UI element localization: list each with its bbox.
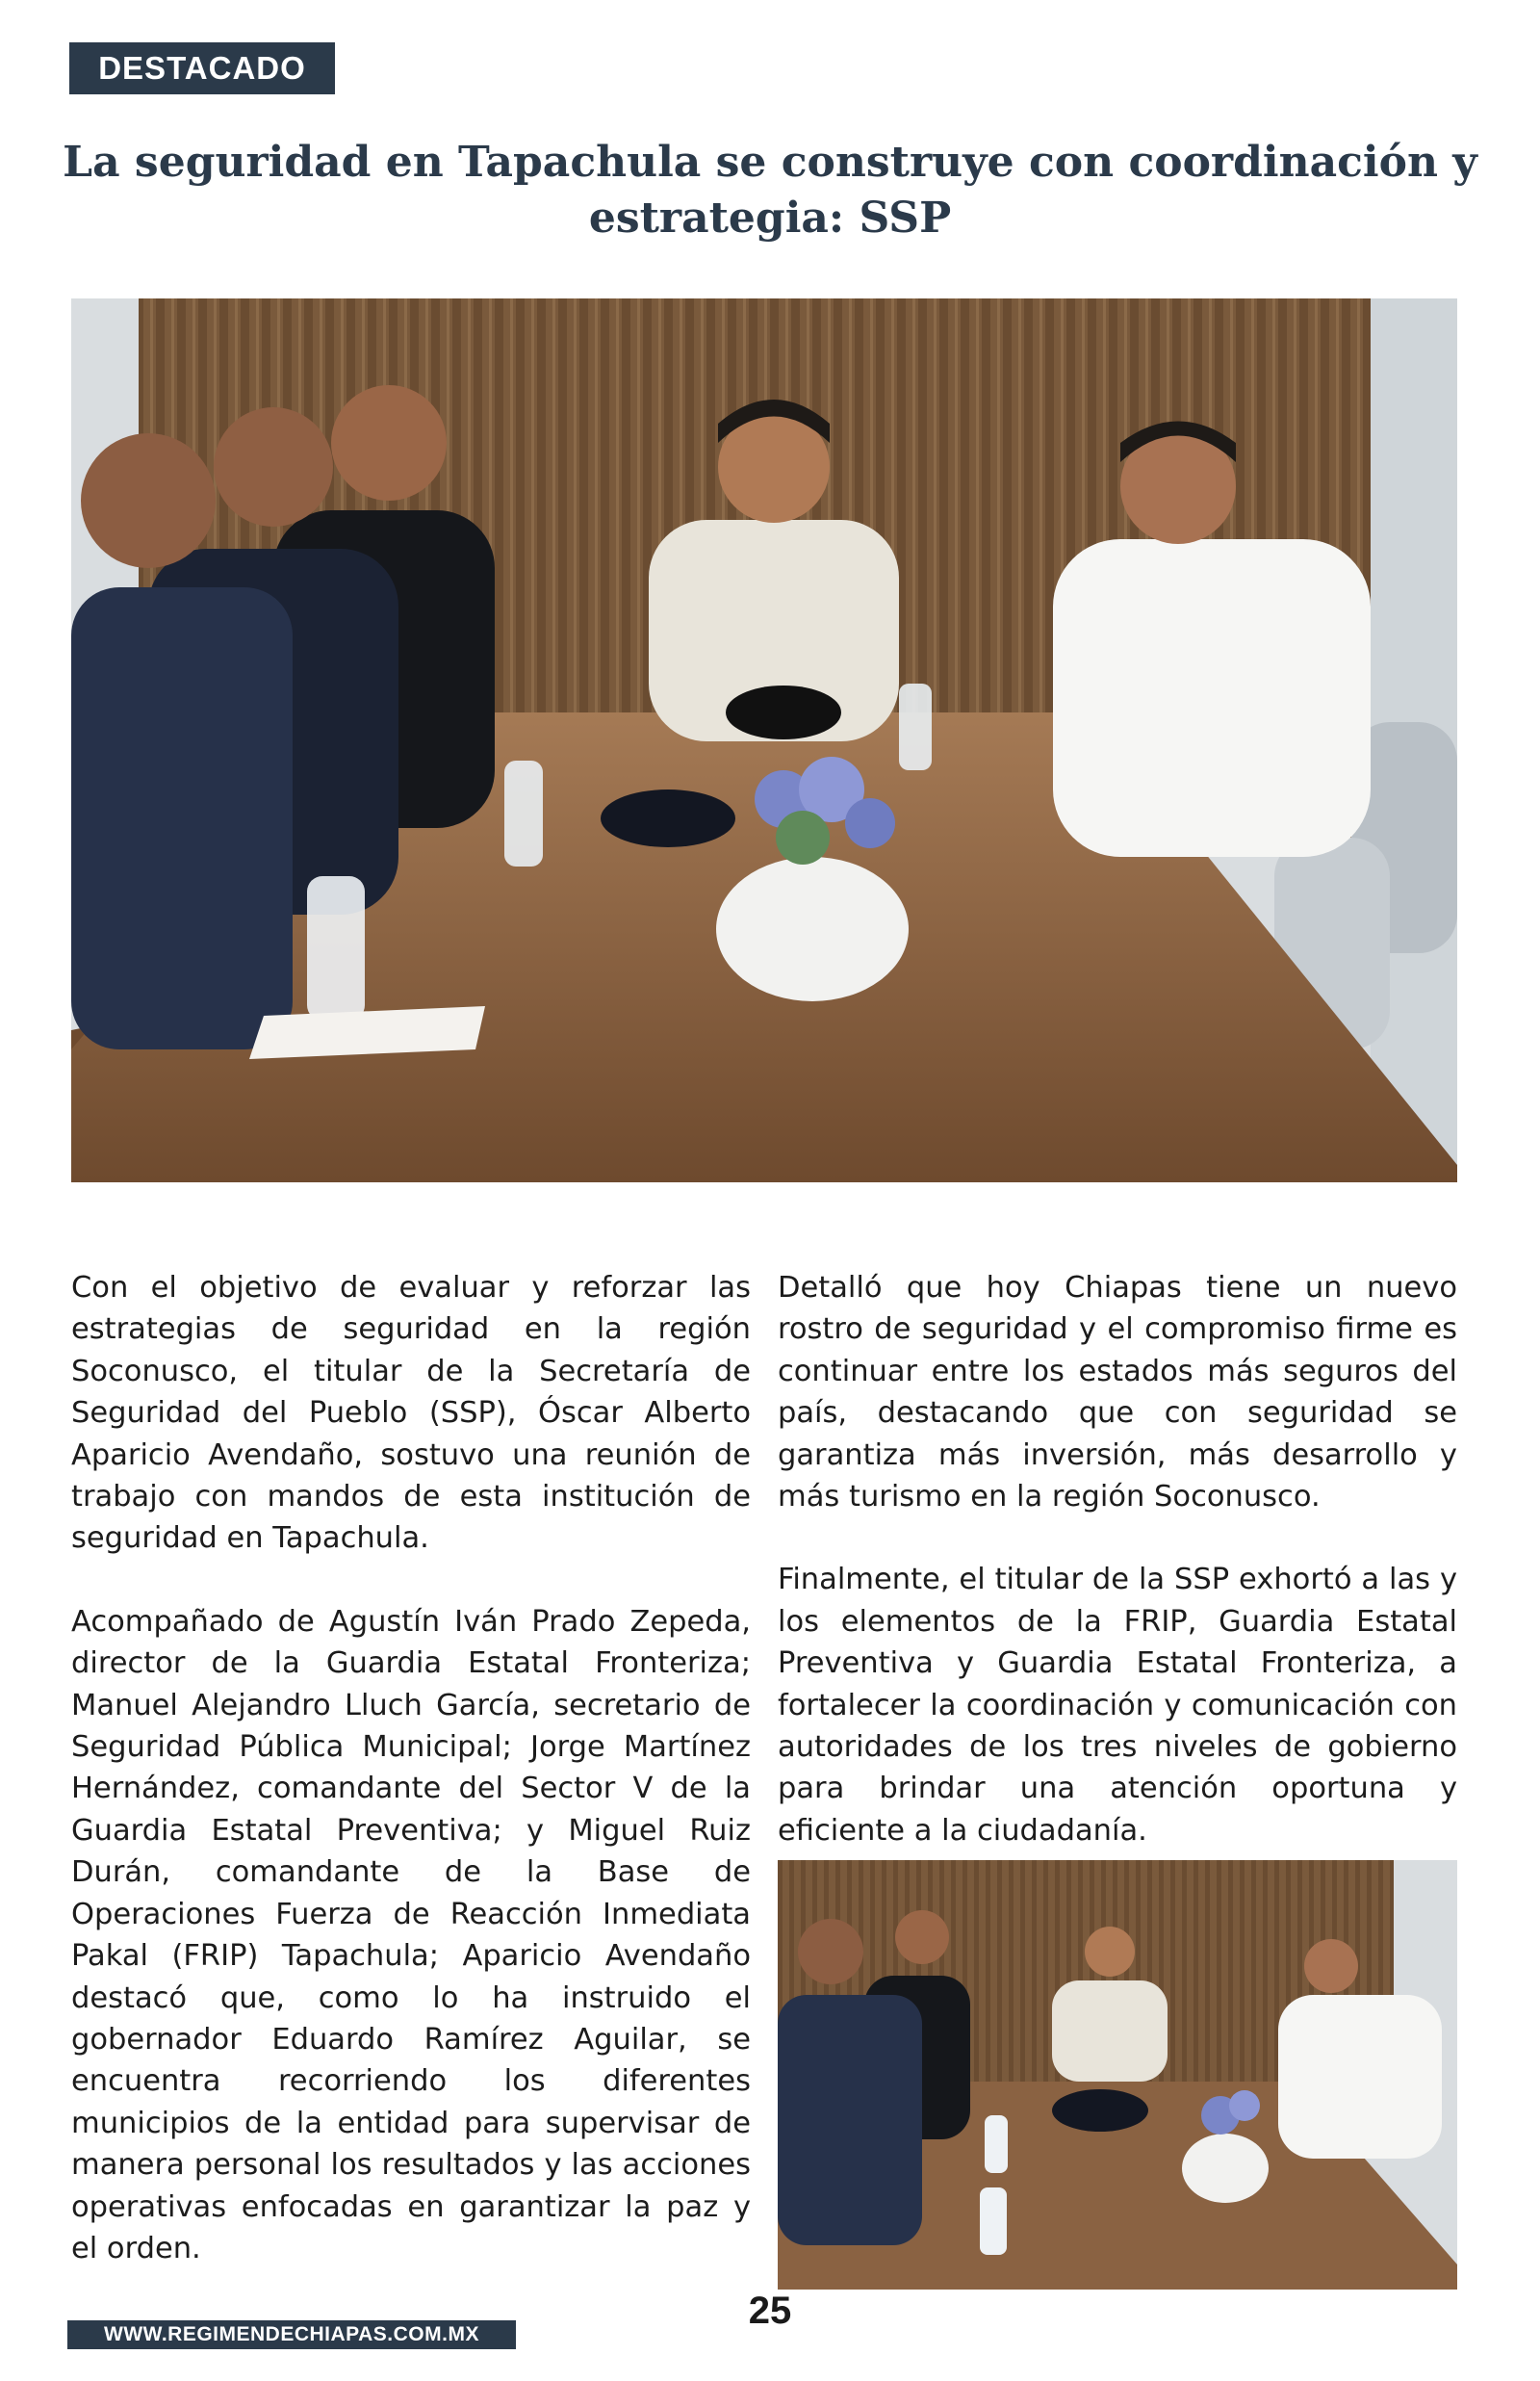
paragraph: Con el objetivo de evaluar y reforzar las estrategias de seguridad en la región Soconusco, el titular de la Secretaría de Seguridad del Pueblo (SSP), Óscar Alberto Aparicio Avendaño, sostuvo una reunión de trabajo con mandos de esta institución de seguridad en Tapachula.: [71, 1271, 751, 1556]
website-url: WWW.REGIMENDECHIAPAS.COM.MX: [67, 2320, 516, 2349]
main-meeting-photo: [71, 298, 1457, 1182]
secondary-meeting-photo: [778, 1860, 1457, 2290]
page-number: 25: [748, 2290, 792, 2332]
article-headline: La seguridad en Tapachula se construye con coordinación y estrategia: SSP: [63, 138, 1477, 243]
meeting-illustration-small: [778, 1860, 1457, 2290]
article-right-column: [778, 1267, 1457, 1893]
article-left-column: [71, 1267, 751, 2311]
paragraph: Detalló que hoy Chiapas tiene un nuevo rostro de seguridad y el compromiso firme es continuar entre los estados más seguros del país, destacando que con seguridad se garantiza más inversión, más desarrollo y más turismo en la región Soconusco.: [778, 1271, 1457, 1514]
paragraph: Finalmente, el titular de la SSP exhortó a las y los elementos de la FRIP, Guardia Estatal Preventiva y Guardia Estatal Fronteriza, a fortalecer la coordinación y comunicación con autoridades de los tres niveles de gobierno para brindar una atención oportuna y eficiente a la ciudadanía.: [778, 1563, 1457, 1848]
paragraph: Acompañado de Agustín Iván Prado Zepeda, director de la Guardia Estatal Fronteriza; Manuel Alejandro Lluch García, secretario de Seguridad Pública Municipal; Jorge Martínez Hernández, comandante del Sector V de la Guardia Estatal Preventiva; y Miguel Ruiz Durán, comandante de la Base de Operaciones Fuerza de Reacción Inmediata Pakal (FRIP) Tapachula; Aparicio Avendaño destacó que, como lo ha instruido el gobernador Eduardo Ramírez Aguilar, se encuentra recorriendo los diferentes municipios de la entidad para supervisar de manera personal los resultados y las acciones operativas enfocadas en garantizar la paz y el orden.: [71, 1604, 751, 2265]
section-label: DESTACADO: [69, 42, 335, 94]
meeting-illustration: [71, 298, 1457, 1182]
